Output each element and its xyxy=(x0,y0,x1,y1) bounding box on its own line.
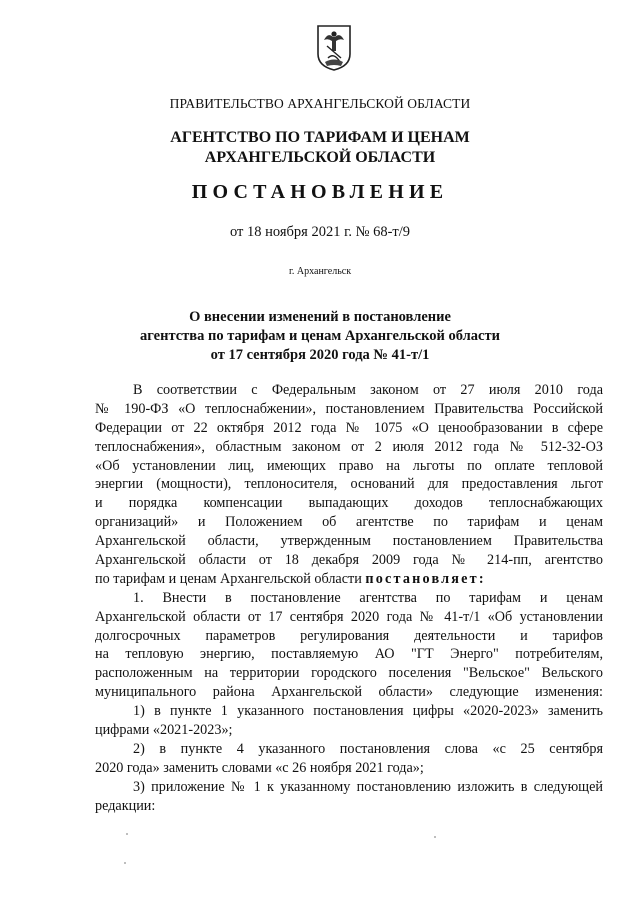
scan-speck xyxy=(124,862,126,864)
agency-name-line: АГЕНТСТВО ПО ТАРИФАМ И ЦЕНАМ xyxy=(170,129,470,146)
body-line: Архангельской области, утвержденным постановлением Правительства xyxy=(95,533,603,550)
body-line: Архангельской области от 17 сентября 2020 года № 41-т/1 «Об установлении xyxy=(95,608,603,625)
title-line: агентства по тарифам и ценам Архангельской области xyxy=(140,328,500,344)
body-line: Архангельской области от 18 декабря 2009 года № 214-пп, агентство xyxy=(95,552,603,569)
body-line: теплоснабжения», областным законом от 2 июля 2012 года № 512-32-ОЗ xyxy=(95,438,603,455)
agency-name-line: АРХАНГЕЛЬСКОЙ ОБЛАСТИ xyxy=(204,149,436,166)
body-line: № 190-ФЗ «О теплоснабжении», постановлением Правительства Российской xyxy=(95,400,603,417)
resolve-word: постановляет: xyxy=(365,570,486,587)
document-city: г. Архангельск xyxy=(288,266,352,277)
title-line: от 17 сентября 2020 года № 41-т/1 xyxy=(210,347,430,363)
subclause-1: 1) в пункте 1 указанного постановления цифры «2020-2023» заменить xyxy=(133,703,603,720)
document-type: ПОСТАНОВЛЕНИЕ xyxy=(191,181,449,203)
body-line xyxy=(95,570,603,589)
body-line: 2020 года» заменить словами «с 26 ноября 2021 года»; xyxy=(95,759,424,776)
title-line: О внесении изменений в постановление xyxy=(189,309,451,325)
document-title xyxy=(0,308,640,365)
agency-name xyxy=(0,128,640,168)
body-line: муниципального района Архангельской области» следующие изменения: xyxy=(95,684,603,701)
document-body xyxy=(95,381,603,815)
body-line: на тепловую энергию, поставляемую АО "ГТ Энерго" потребителям, xyxy=(95,646,603,663)
body-line: долгосрочных параметров регулирования деятельности и тарифов xyxy=(95,627,603,644)
body-line: организаций» и Положением об агентстве по тарифам и ценам xyxy=(95,514,603,531)
body-line: В соответствии с Федеральным законом от 27 июля 2010 года xyxy=(133,382,603,398)
body-line: расположенным на территории городского поселения "Вельское" Вельского xyxy=(95,665,603,682)
government-name: ПРАВИТЕЛЬСТВО АРХАНГЕЛЬСКОЙ ОБЛАСТИ xyxy=(169,96,471,111)
body-line: Федерации от 22 октября 2012 года № 1075 «О ценообразовании в сфере xyxy=(95,419,603,436)
subclause-3: 3) приложение № 1 к указанному постановлению изложить в следующей xyxy=(133,778,603,795)
coat-of-arms-icon xyxy=(316,24,352,72)
body-line: «Об установлении лиц, имеющих право на льготы по оплате тепловой xyxy=(95,457,603,474)
scan-speck xyxy=(126,833,128,835)
body-line: энергии (мощности), теплоносителя, оснований для предоставления льгот xyxy=(95,476,603,493)
clause-1: 1. Внести в постановление агентства по тарифам и ценам xyxy=(133,589,603,606)
body-line: редакции: xyxy=(95,797,156,814)
document-date-number: от 18 ноября 2021 г. № 68-т/9 xyxy=(229,224,411,240)
subclause-2: 2) в пункте 4 указанного постановления слова «с 25 сентября xyxy=(133,740,603,757)
body-line-text: по тарифам и ценам Архангельской области xyxy=(95,570,362,587)
scan-speck xyxy=(434,836,436,838)
body-line: цифрами «2021-2023»; xyxy=(95,722,233,739)
body-line: и порядка компенсации выпадающих доходов теплоснабжающих xyxy=(95,495,603,512)
